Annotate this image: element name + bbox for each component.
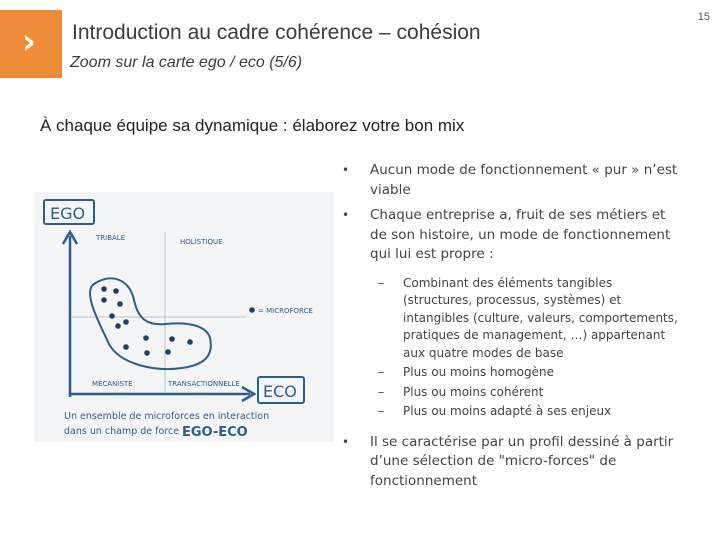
figure-caption-emphasis: EGO-ECO (182, 425, 248, 440)
microforce-dot (117, 301, 123, 307)
microforce-dot (169, 336, 175, 342)
microforce-dot (123, 344, 129, 350)
microforce-dot (109, 313, 115, 319)
microforce-dot (101, 286, 107, 292)
bullet-item: • Il se caractérise par un profil dessiné à partir d’une sélection de "micro-forces" de fonctionnement (340, 433, 685, 492)
sub-bullet-item: – Plus ou moins adapté à ses enjeux (403, 403, 685, 421)
sub-bullet-item: – Plus ou moins homogène (403, 364, 685, 382)
bullet-item: • Aucun mode de fonctionnement « pur » n’est viable (340, 161, 685, 200)
microforce-dot (187, 339, 193, 345)
page-number: 15 (697, 11, 710, 23)
page-subtitle: Zoom sur la carte ego / eco (5/6) (70, 54, 303, 71)
microforce-dot (144, 350, 150, 356)
quadrant-label-tribale: TRIBALE (96, 234, 126, 242)
quadrant-label-mecaniste: MÉCANISTE (92, 380, 133, 388)
figure-caption-line1: Un ensemble de microforces en interaction (64, 411, 270, 422)
microforce-dot (143, 335, 149, 341)
quadrant-label-transactionnelle: TRANSACTIONNELLE (168, 380, 240, 388)
legend-dot (249, 307, 255, 313)
section-heading: À chaque équipe sa dynamique : élaborez votre bon mix (40, 116, 465, 135)
microforce-dot (113, 288, 119, 294)
eco-label: ECO (263, 382, 297, 401)
quadrant-label-holistique: HOLISTIQUE (180, 238, 223, 246)
section-marker (0, 10, 62, 78)
legend-label: = MICROFORCE (258, 307, 313, 315)
page-title: Introduction au cadre cohérence – cohésion (72, 21, 481, 44)
sub-bullet-item: – Plus ou moins cohérent (403, 384, 685, 402)
ego-label: EGO (50, 204, 86, 223)
chevron-right-icon: › (22, 22, 37, 62)
microforce-dot (123, 319, 129, 325)
bullet-list (340, 161, 685, 497)
ego-eco-map (34, 192, 334, 442)
microforce-dot (165, 349, 171, 355)
sub-bullet-list (340, 275, 685, 421)
microforce-dot (101, 297, 107, 303)
figure-caption-line2: dans un champ de force (64, 426, 180, 437)
microforce-dot (115, 323, 121, 329)
bullet-item: • Chaque entreprise a, fruit de ses métiers et de son histoire, un mode de fonctionnement qui lui est propre : (340, 206, 685, 265)
sub-bullet-item: – Combinant des éléments tangibles (structures, processus, systèmes) et intangibles (culture, valeurs, comportements, pratiques de management, …) appartenant aux quatre modes de base (403, 275, 685, 363)
